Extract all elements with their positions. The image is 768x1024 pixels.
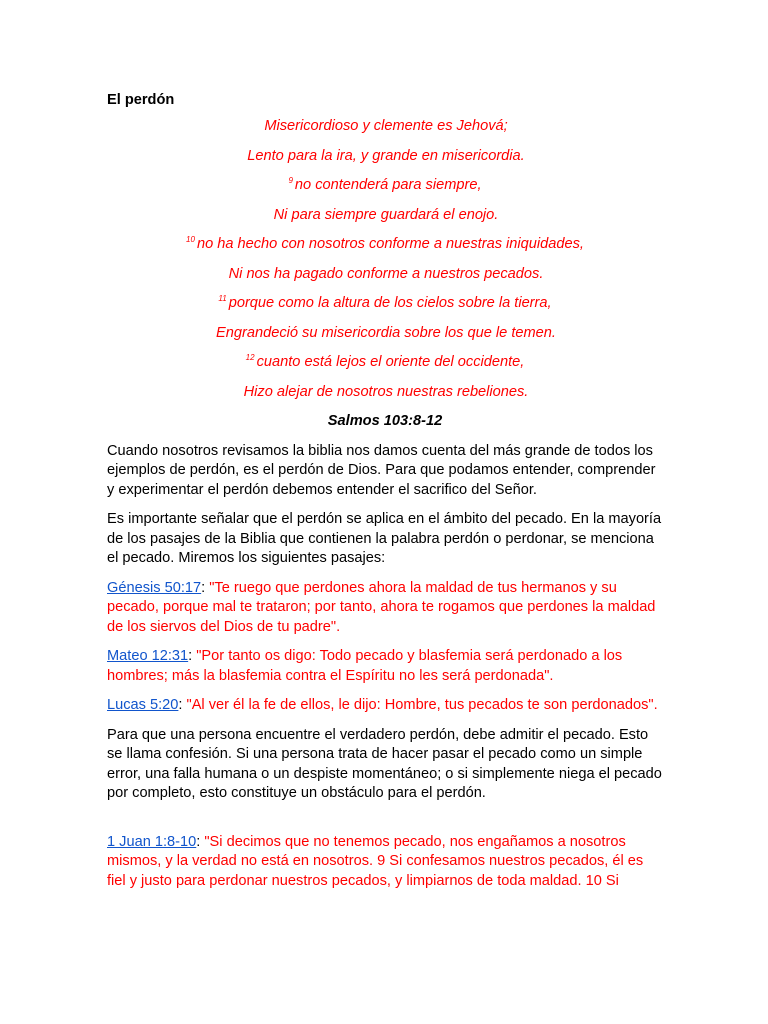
- paragraph-intro: Cuando nosotros revisamos la biblia nos damos cuenta del más grande de todos los ejemplos de perdón, es el perdón de Dios. Para que podamos entender, comprender y experimentar el perdón debemos entender el sacrifico del Señor.: [107, 442, 656, 498]
- verse-line: [107, 294, 663, 314]
- document-title: El perdón: [107, 92, 175, 108]
- verse-text: Ni para siempre guardará el enojo.: [273, 206, 499, 223]
- citation-quote: "Al ver él la fe de ellos, le dijo: Hombre, tus pecados te son perdonados".: [186, 697, 658, 713]
- verse-text: Ni nos ha pagado conforme a nuestros pecados.: [228, 265, 544, 282]
- verse-text: Engrandeció su misericordia sobre los que le temen.: [216, 324, 556, 341]
- verse-line: [107, 117, 663, 137]
- citation-separator: :: [201, 579, 210, 596]
- verse-text: cuanto está lejos el oriente del occidente,: [256, 354, 525, 370]
- citation-genesis: [107, 579, 663, 638]
- paragraph-confession: Para que una persona encuentre el verdadero perdón, debe admitir el pecado. Esto se llama confesión. Si una persona trata de hacer pasar el pecado como un simple error, una falla humana o un despiste momentáneo; o si simplemente niega el pecado por completo, esto constituye un obstáculo para el perdón.: [107, 726, 662, 801]
- citation-quote: "Si decimos que no tenemos pecado, nos engañamos a nosotros mismos, y la verdad no está en nosotros. 9 Si confesamos nuestros pecados, él es fiel y justo para perdonar nuestros pecados, y limpiarnos de toda maldad. 10 Si: [107, 833, 644, 889]
- citation-link[interactable]: Lucas 5:20: [107, 697, 179, 713]
- verse-number: 10: [186, 235, 195, 244]
- citation-separator: :: [178, 697, 187, 713]
- paragraph-sin: Es importante señalar que el perdón se aplica en el ámbito del pecado. En la mayoría de los pasajes de la Biblia que contienen la palabra perdón o perdonar, se menciona el pecado. Miremos los siguientes pasajes:: [107, 511, 662, 566]
- blank-line: [107, 814, 663, 833]
- citation-link[interactable]: Génesis 50:17: [107, 579, 202, 596]
- citation-mateo: [107, 647, 663, 686]
- citation-link[interactable]: 1 Juan 1:8-10: [107, 833, 197, 850]
- verse-line: [107, 353, 663, 373]
- citation-quote: "Te ruego que perdones ahora la maldad de tus hermanos y su pecado, porque mal te trataron; por tanto, ahora te rogamos que perdones la maldad de los siervos del Dios de tu padre".: [107, 579, 656, 635]
- citation-separator: :: [196, 833, 205, 850]
- verse-line: [107, 176, 663, 196]
- citation-separator: :: [188, 648, 197, 664]
- verse-line: [107, 235, 663, 255]
- citation-juan: [107, 833, 663, 892]
- verse-text: Lento para la ira, y grande en misericordia.: [247, 147, 525, 164]
- verse-text: no ha hecho con nosotros conforme a nuestras iniquidades,: [196, 236, 584, 252]
- citation-quote: "Por tanto os digo: Todo pecado y blasfemia será perdonado a los hombres; más la blasfemia contra el Espíritu no les será perdonada".: [107, 648, 623, 684]
- verse-number: 9: [288, 176, 293, 185]
- verse-text: porque como la altura de los cielos sobre la tierra,: [228, 295, 552, 311]
- verse-reference: Salmos 103:8-12: [327, 413, 443, 429]
- verse-line: [107, 265, 663, 285]
- verse-text: Hizo alejar de nosotros nuestras rebeliones.: [243, 383, 529, 400]
- verse-text: Misericordioso y clemente es Jehová;: [264, 118, 508, 134]
- verse-text: no contenderá para siempre,: [294, 177, 482, 193]
- verse-line: [107, 324, 663, 344]
- verse-line: [107, 206, 663, 226]
- verse-number: 11: [218, 294, 227, 303]
- verse-line: [107, 147, 663, 167]
- document-body: [107, 91, 663, 901]
- verse-number: 12: [245, 353, 255, 362]
- verse-line: [107, 383, 663, 403]
- citation-lucas: [107, 696, 663, 716]
- citation-link[interactable]: Mateo 12:31: [107, 648, 189, 664]
